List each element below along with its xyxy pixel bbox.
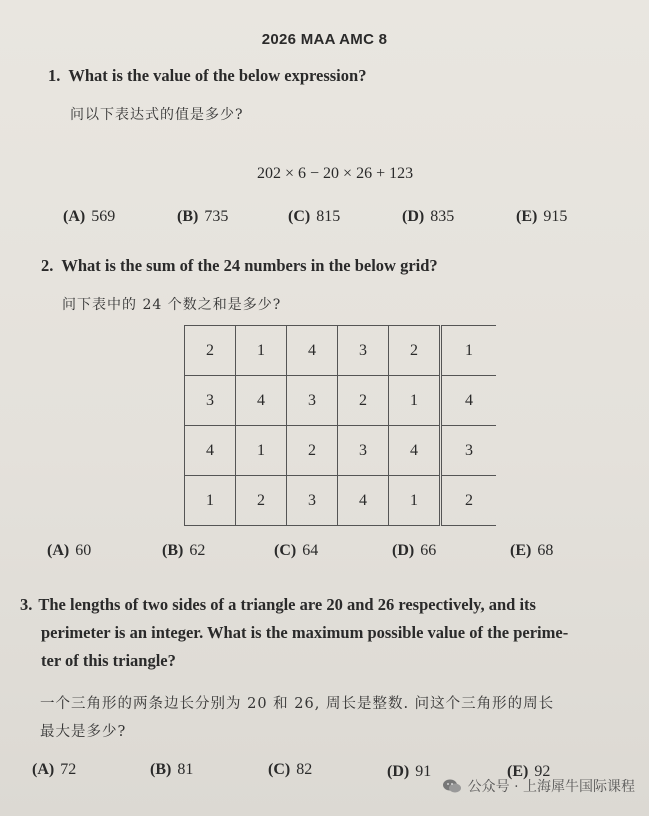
q1-text: What is the value of the below expression? — [68, 66, 367, 85]
grid-row — [185, 426, 497, 476]
grid-cell: 1 — [389, 376, 441, 426]
q1-chinese: 问以下表达式的值是多少? — [70, 107, 244, 123]
page-title: 2026 MAA AMC 8 — [261, 31, 388, 48]
grid-cell: 2 — [236, 476, 287, 526]
grid-row — [185, 326, 497, 376]
number-grid — [184, 325, 496, 526]
q1-option-d: (D) 835 — [402, 208, 455, 225]
q2-option-a: (A) 60 — [47, 542, 92, 559]
q1-option-a: (A) 569 — [63, 208, 116, 225]
watermark-text: 公众号 · 上海犀牛国际课程 — [467, 779, 635, 795]
grid-cell: 3 — [185, 376, 236, 426]
q3-option-e: (E) 92 — [507, 763, 551, 780]
grid-cell: 3 — [287, 376, 338, 426]
q2-option-b: (B) 62 — [162, 542, 206, 559]
q3-line-1: The lengths of two sides of a triangle are 20 and 26 respectively, and its — [38, 595, 536, 614]
q1-number: 1. — [48, 66, 61, 85]
grid-cell: 2 — [185, 326, 236, 376]
grid-row — [185, 476, 497, 526]
q3-line-3: ter of this triangle? — [41, 651, 176, 670]
grid-cell: 4 — [441, 376, 497, 426]
q3-number: 3. — [20, 595, 33, 614]
q2-number: 2. — [41, 256, 54, 275]
grid-cell: 1 — [441, 326, 497, 376]
q3-heading — [20, 591, 536, 618]
q3-option-d: (D) 91 — [387, 763, 432, 780]
q1-heading — [48, 66, 366, 86]
grid-cell: 1 — [389, 476, 441, 526]
q1-option-b: (B) 735 — [177, 208, 229, 225]
grid-cell: 3 — [287, 476, 338, 526]
grid-cell: 2 — [441, 476, 497, 526]
grid-cell: 4 — [185, 426, 236, 476]
grid-cell: 1 — [236, 426, 287, 476]
wechat-icon — [442, 778, 462, 794]
grid-cell: 1 — [236, 326, 287, 376]
grid-cell: 2 — [389, 326, 441, 376]
q2-text: What is the sum of the 24 numbers in the below grid? — [61, 256, 438, 275]
q2-heading — [41, 256, 438, 276]
q3-option-c: (C) 82 — [268, 761, 313, 778]
q3-line-2: perimeter is an integer. What is the maximum possible value of the perime- — [41, 623, 569, 642]
q1-expression: 202 × 6 − 20 × 26 + 123 — [257, 165, 414, 182]
grid-cell: 3 — [338, 426, 389, 476]
grid-cell: 4 — [236, 376, 287, 426]
q1-option-c: (C) 815 — [288, 208, 341, 225]
grid-row — [185, 376, 497, 426]
grid-cell: 1 — [185, 476, 236, 526]
q3-chinese-2: 最大是多少? — [40, 724, 127, 740]
grid-cell: 3 — [441, 426, 497, 476]
q2-chinese: 问下表中的 24 个数之和是多少? — [62, 297, 282, 313]
grid-cell: 4 — [287, 326, 338, 376]
q2-option-c: (C) 64 — [274, 542, 319, 559]
q2-option-d: (D) 66 — [392, 542, 437, 559]
grid-cell: 2 — [287, 426, 338, 476]
q1-option-e: (E) 915 — [516, 208, 568, 225]
q3-option-a: (A) 72 — [32, 761, 77, 778]
grid-cell: 4 — [389, 426, 441, 476]
q2-option-e: (E) 68 — [510, 542, 554, 559]
watermark — [442, 776, 635, 796]
q3-chinese-1: 一个三角形的两条边长分别为 20 和 26, 周长是整数. 问这个三角形的周长 — [40, 696, 555, 712]
q3-option-b: (B) 81 — [150, 761, 194, 778]
grid-cell: 2 — [338, 376, 389, 426]
grid-cell: 3 — [338, 326, 389, 376]
grid-cell: 4 — [338, 476, 389, 526]
